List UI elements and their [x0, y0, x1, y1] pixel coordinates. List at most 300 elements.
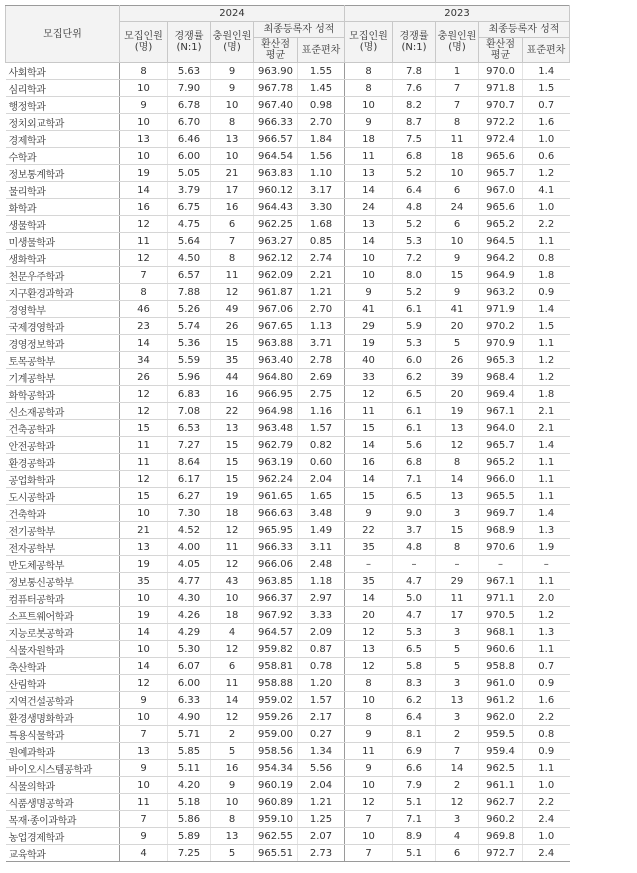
ratio-2024-cell: 6.83	[168, 386, 211, 403]
ratio-2023-cell: 5.1	[393, 845, 436, 862]
filled-2023-cell: 7	[436, 743, 479, 760]
std-dev-2023-cell: 0.6	[523, 148, 570, 165]
filled-2023-cell: 24	[436, 199, 479, 216]
unit-name-cell: 행정학과	[6, 97, 120, 114]
avg-score-2024-cell: 967.06	[254, 301, 298, 318]
ratio-header: 경쟁률 (N:1)	[168, 22, 211, 63]
filled-2023-cell: 4	[436, 828, 479, 845]
table-row	[6, 675, 570, 692]
recruit-2023-cell: 10	[345, 777, 393, 794]
recruit-2024-cell: 19	[120, 165, 168, 182]
filled-2023-cell: 12	[436, 437, 479, 454]
ratio-2024-cell: 6.07	[168, 658, 211, 675]
recruit-2023-cell: 15	[345, 488, 393, 505]
avg-score-2024-cell: 966.57	[254, 131, 298, 148]
filled-2024-cell: 8	[211, 114, 254, 131]
avg-score-2023-cell: 968.1	[479, 624, 523, 641]
recruit-2023-cell: 14	[345, 182, 393, 199]
avg-score-2023-cell: 971.8	[479, 80, 523, 97]
ratio-2024-cell: 5.11	[168, 760, 211, 777]
ratio-2023-cell: 4.8	[393, 199, 436, 216]
unit-name-cell: 안전공학과	[6, 437, 120, 454]
filled-2023-cell: 13	[436, 420, 479, 437]
recruit-2023-cell: 29	[345, 318, 393, 335]
std-dev-2023-cell: 0.8	[523, 726, 570, 743]
recruit-2024-cell: 26	[120, 369, 168, 386]
recruit-2023-cell: 40	[345, 352, 393, 369]
avg-score-2024-cell: 960.19	[254, 777, 298, 794]
avg-score-2024-cell: 963.27	[254, 233, 298, 250]
unit-name-cell: 식물자원학과	[6, 641, 120, 658]
unit-name-cell: 원예과학과	[6, 743, 120, 760]
avg-score-2023-cell: 965.6	[479, 148, 523, 165]
filled-2024-cell: 10	[211, 97, 254, 114]
ratio-2024-cell: 6.00	[168, 148, 211, 165]
filled-2024-cell: 5	[211, 845, 254, 862]
ratio-2023-cell: 5.0	[393, 590, 436, 607]
std-dev-2024-cell: 1.55	[298, 63, 345, 80]
std-dev-2024-cell: 2.48	[298, 556, 345, 573]
filled-2024-cell: 9	[211, 80, 254, 97]
ratio-2023-cell: 4.7	[393, 607, 436, 624]
ratio-2024-cell: 7.88	[168, 284, 211, 301]
filled-2024-cell: 18	[211, 505, 254, 522]
std-dev-2024-cell: 0.60	[298, 454, 345, 471]
filled-2024-cell: 12	[211, 641, 254, 658]
avg-score-2023-cell: 968.9	[479, 522, 523, 539]
avg-score-2023-cell: 959.5	[479, 726, 523, 743]
avg-score-2024-cell: 954.34	[254, 760, 298, 777]
std-dev-2024-cell: 2.78	[298, 352, 345, 369]
avg-score-2024-cell: 964.80	[254, 369, 298, 386]
filled-header: 충원인원 (명)	[211, 22, 254, 63]
unit-name-cell: 환경공학과	[6, 454, 120, 471]
std-dev-2024-cell: 3.33	[298, 607, 345, 624]
filled-2023-cell: 6	[436, 182, 479, 199]
std-dev-2024-cell: 1.16	[298, 403, 345, 420]
ratio-2024-cell: 5.05	[168, 165, 211, 182]
avg-score-2024-cell: 966.95	[254, 386, 298, 403]
recruit-2023-cell: 11	[345, 148, 393, 165]
ratio-2023-cell: 8.9	[393, 828, 436, 845]
avg-score-2024-cell: 966.37	[254, 590, 298, 607]
table-row	[6, 845, 570, 862]
ratio-2024-cell: 4.29	[168, 624, 211, 641]
table-row	[6, 131, 570, 148]
avg-score-2023-cell: 967.0	[479, 182, 523, 199]
ratio-2024-cell: 4.52	[168, 522, 211, 539]
avg-score-2024-cell: 963.85	[254, 573, 298, 590]
std-dev-2023-cell: 2.2	[523, 794, 570, 811]
avg-score-2023-cell: 972.2	[479, 114, 523, 131]
std-dev-2024-cell: 2.97	[298, 590, 345, 607]
avg-score-2024-cell: 960.89	[254, 794, 298, 811]
avg-score-2023-cell: 970.0	[479, 63, 523, 80]
ratio-2024-cell: 5.85	[168, 743, 211, 760]
recruit-2024-cell: 21	[120, 522, 168, 539]
admissions-results-table	[5, 5, 570, 862]
recruit-2024-cell: 4	[120, 845, 168, 862]
table-row	[6, 794, 570, 811]
filled-2024-cell: 12	[211, 522, 254, 539]
table-row	[6, 454, 570, 471]
unit-name-cell: 생화학과	[6, 250, 120, 267]
filled-2023-cell: 3	[436, 675, 479, 692]
recruit-2024-cell: 7	[120, 267, 168, 284]
recruit-2023-cell: 22	[345, 522, 393, 539]
recruit-2023-cell: 10	[345, 692, 393, 709]
ratio-2024-cell: 3.79	[168, 182, 211, 199]
recruit-2024-cell: 15	[120, 420, 168, 437]
recruit-2023-cell: 12	[345, 794, 393, 811]
filled-2023-cell: 6	[436, 216, 479, 233]
unit-name-cell: 농업경제학과	[6, 828, 120, 845]
recruit-2023-cell: 15	[345, 420, 393, 437]
table-row	[6, 148, 570, 165]
avg-score-2024-cell: 964.57	[254, 624, 298, 641]
table-row	[6, 284, 570, 301]
ratio-2023-cell: 4.8	[393, 539, 436, 556]
ratio-2023-cell: 7.1	[393, 811, 436, 828]
avg-score-2023-cell: 972.4	[479, 131, 523, 148]
filled-2023-cell: 1	[436, 63, 479, 80]
std-dev-2024-cell: 1.20	[298, 675, 345, 692]
ratio-2024-cell: 5.36	[168, 335, 211, 352]
filled-2023-cell: 26	[436, 352, 479, 369]
ratio-2023-cell: 6.4	[393, 709, 436, 726]
ratio-2024-cell: 4.50	[168, 250, 211, 267]
avg-score-2024-cell: 959.82	[254, 641, 298, 658]
ratio-2024-cell: 6.78	[168, 97, 211, 114]
filled-2024-cell: 35	[211, 352, 254, 369]
avg-score-2023-cell: 965.7	[479, 437, 523, 454]
avg-score-2023-cell: 965.5	[479, 488, 523, 505]
ratio-2024-cell: 6.57	[168, 267, 211, 284]
ratio-2024-cell: 7.90	[168, 80, 211, 97]
ratio-2024-cell: 5.59	[168, 352, 211, 369]
ratio-2024-cell: 5.63	[168, 63, 211, 80]
unit-name-cell: 전기공학부	[6, 522, 120, 539]
table-row	[6, 267, 570, 284]
avg-score-2024-cell: 962.79	[254, 437, 298, 454]
ratio-2024-cell: 4.30	[168, 590, 211, 607]
std-dev-2024-cell: 2.04	[298, 471, 345, 488]
recruit-2024-cell: 9	[120, 828, 168, 845]
filled-2023-cell: 11	[436, 131, 479, 148]
avg-score-2023-cell: –	[479, 556, 523, 573]
recruit-2024-cell: 14	[120, 658, 168, 675]
std-dev-2023-cell: 1.1	[523, 454, 570, 471]
ratio-2023-cell: 5.3	[393, 233, 436, 250]
unit-name-cell: 경영학부	[6, 301, 120, 318]
final-score-header: 최종등록자 성적	[254, 22, 345, 38]
filled-2023-cell: 3	[436, 505, 479, 522]
ratio-2024-cell: 6.27	[168, 488, 211, 505]
std-dev-2023-cell: 1.4	[523, 301, 570, 318]
ratio-2023-cell: 5.2	[393, 284, 436, 301]
filled-2024-cell: 9	[211, 777, 254, 794]
filled-2024-cell: 12	[211, 556, 254, 573]
recruit-2023-cell: 24	[345, 199, 393, 216]
recruit-2023-cell: 14	[345, 437, 393, 454]
std-dev-2024-cell: 1.45	[298, 80, 345, 97]
recruit-header: 모집인원 (명)	[120, 22, 168, 63]
ratio-2024-cell: 4.75	[168, 216, 211, 233]
ratio-2023-cell: 6.5	[393, 386, 436, 403]
table-row	[6, 199, 570, 216]
avg-score-header: 환산점 평균	[254, 38, 298, 63]
recruit-2024-cell: 9	[120, 692, 168, 709]
std-dev-2024-cell: 1.84	[298, 131, 345, 148]
std-dev-2024-cell: 2.70	[298, 114, 345, 131]
std-dev-2023-cell: 0.9	[523, 743, 570, 760]
ratio-2023-cell: 7.1	[393, 471, 436, 488]
table-row	[6, 777, 570, 794]
std-dev-2023-cell: 1.4	[523, 63, 570, 80]
table-row	[6, 437, 570, 454]
unit-name-cell: 화학과	[6, 199, 120, 216]
recruit-2024-cell: 9	[120, 760, 168, 777]
avg-score-2023-cell: 964.9	[479, 267, 523, 284]
avg-score-2023-cell: 966.0	[479, 471, 523, 488]
std-dev-2023-cell: 0.9	[523, 675, 570, 692]
recruit-2024-cell: 10	[120, 641, 168, 658]
std-dev-2023-cell: 1.1	[523, 488, 570, 505]
ratio-2023-cell: 4.7	[393, 573, 436, 590]
ratio-2023-cell: 6.1	[393, 420, 436, 437]
unit-name-cell: 지구환경과학과	[6, 284, 120, 301]
filled-2024-cell: 13	[211, 420, 254, 437]
filled-2023-cell: 5	[436, 641, 479, 658]
unit-name-cell: 건축공학과	[6, 420, 120, 437]
ratio-2024-cell: 6.17	[168, 471, 211, 488]
ratio-2024-cell: 6.75	[168, 199, 211, 216]
recruit-2024-cell: 10	[120, 777, 168, 794]
ratio-2023-cell: 6.5	[393, 488, 436, 505]
recruit-2023-cell: 35	[345, 573, 393, 590]
ratio-2024-cell: 5.30	[168, 641, 211, 658]
std-dev-2023-cell: 1.2	[523, 607, 570, 624]
avg-score-2024-cell: 965.51	[254, 845, 298, 862]
ratio-2024-cell: 5.86	[168, 811, 211, 828]
ratio-2023-cell: 5.3	[393, 335, 436, 352]
ratio-header: 경쟁률 (N:1)	[393, 22, 436, 63]
ratio-2023-cell: 6.5	[393, 641, 436, 658]
unit-name-cell: 신소재공학과	[6, 403, 120, 420]
recruit-2023-cell: 14	[345, 233, 393, 250]
avg-score-2023-cell: 962.5	[479, 760, 523, 777]
ratio-2023-cell: 7.2	[393, 250, 436, 267]
avg-score-2024-cell: 959.26	[254, 709, 298, 726]
filled-2024-cell: 15	[211, 335, 254, 352]
filled-2024-cell: 43	[211, 573, 254, 590]
ratio-2024-cell: 5.64	[168, 233, 211, 250]
std-dev-2024-cell: 1.21	[298, 284, 345, 301]
std-dev-2024-cell: 1.49	[298, 522, 345, 539]
avg-score-2023-cell: 970.6	[479, 539, 523, 556]
unit-name-cell: 수학과	[6, 148, 120, 165]
std-dev-2024-cell: 2.17	[298, 709, 345, 726]
unit-name-cell: 식품생명공학과	[6, 794, 120, 811]
unit-name-cell: 컴퓨터공학과	[6, 590, 120, 607]
table-row	[6, 369, 570, 386]
avg-score-2023-cell: 971.9	[479, 301, 523, 318]
std-dev-2024-cell: 1.25	[298, 811, 345, 828]
table-row	[6, 743, 570, 760]
recruit-header: 모집인원 (명)	[345, 22, 393, 63]
unit-name-cell: 도시공학과	[6, 488, 120, 505]
table-row	[6, 335, 570, 352]
avg-score-2024-cell: 962.09	[254, 267, 298, 284]
std-dev-2024-cell: 2.07	[298, 828, 345, 845]
table-row	[6, 709, 570, 726]
ratio-2024-cell: 6.46	[168, 131, 211, 148]
table-row	[6, 692, 570, 709]
std-dev-2024-cell: 1.56	[298, 148, 345, 165]
recruit-2023-cell: 14	[345, 471, 393, 488]
std-dev-2023-cell: 2.0	[523, 590, 570, 607]
std-dev-2024-cell: 2.04	[298, 777, 345, 794]
table-row	[6, 182, 570, 199]
filled-2024-cell: 2	[211, 726, 254, 743]
avg-score-2023-cell: 963.2	[479, 284, 523, 301]
recruit-2024-cell: 19	[120, 556, 168, 573]
avg-score-2023-cell: 961.2	[479, 692, 523, 709]
ratio-2024-cell: 4.26	[168, 607, 211, 624]
ratio-2023-cell: 8.1	[393, 726, 436, 743]
filled-2024-cell: 10	[211, 794, 254, 811]
filled-2024-cell: 15	[211, 437, 254, 454]
recruit-2023-cell: 9	[345, 114, 393, 131]
recruit-2024-cell: 12	[120, 386, 168, 403]
recruit-2023-cell: –	[345, 556, 393, 573]
avg-score-2024-cell: 964.43	[254, 199, 298, 216]
std-dev-2023-cell: 1.1	[523, 335, 570, 352]
std-dev-2023-cell: 2.1	[523, 420, 570, 437]
table-row	[6, 420, 570, 437]
avg-score-2023-cell: 970.5	[479, 607, 523, 624]
filled-2023-cell: 17	[436, 607, 479, 624]
avg-score-2023-cell: 971.1	[479, 590, 523, 607]
std-dev-2023-cell: 1.6	[523, 114, 570, 131]
std-dev-2024-cell: 2.75	[298, 386, 345, 403]
avg-score-2024-cell: 962.55	[254, 828, 298, 845]
filled-2024-cell: 10	[211, 148, 254, 165]
avg-score-2023-cell: 969.4	[479, 386, 523, 403]
filled-2023-cell: 2	[436, 777, 479, 794]
avg-score-2024-cell: 965.95	[254, 522, 298, 539]
avg-score-2024-cell: 959.00	[254, 726, 298, 743]
filled-2024-cell: 21	[211, 165, 254, 182]
filled-2024-cell: 13	[211, 131, 254, 148]
filled-2024-cell: 4	[211, 624, 254, 641]
recruit-2023-cell: 7	[345, 811, 393, 828]
recruit-2023-cell: 14	[345, 590, 393, 607]
avg-score-2024-cell: 958.56	[254, 743, 298, 760]
unit-name-cell: 산림학과	[6, 675, 120, 692]
recruit-2023-cell: 9	[345, 726, 393, 743]
ratio-2023-cell: 9.0	[393, 505, 436, 522]
avg-score-2024-cell: 967.40	[254, 97, 298, 114]
recruit-2023-cell: 10	[345, 97, 393, 114]
ratio-2024-cell: 6.33	[168, 692, 211, 709]
unit-name-cell: 축산학과	[6, 658, 120, 675]
table-header	[6, 6, 570, 63]
avg-score-2023-cell: 960.6	[479, 641, 523, 658]
std-dev-2024-cell: 1.34	[298, 743, 345, 760]
table-row	[6, 658, 570, 675]
recruit-2023-cell: 7	[345, 845, 393, 862]
recruit-2024-cell: 8	[120, 284, 168, 301]
unit-name-cell: 특용식물학과	[6, 726, 120, 743]
ratio-2024-cell: 7.30	[168, 505, 211, 522]
avg-score-2023-cell: 968.4	[479, 369, 523, 386]
std-dev-2023-cell: 1.6	[523, 692, 570, 709]
avg-score-2023-cell: 965.6	[479, 199, 523, 216]
std-dev-2024-cell: 0.98	[298, 97, 345, 114]
table-row	[6, 233, 570, 250]
table-row	[6, 624, 570, 641]
std-dev-2023-cell: 1.1	[523, 641, 570, 658]
filled-2023-cell: 10	[436, 233, 479, 250]
recruit-2023-cell: 20	[345, 607, 393, 624]
avg-score-2023-cell: 958.8	[479, 658, 523, 675]
unit-name-cell: 기계공학부	[6, 369, 120, 386]
recruit-2023-cell: 9	[345, 505, 393, 522]
table-row	[6, 828, 570, 845]
std-dev-header: 표준편차	[298, 38, 345, 63]
std-dev-2024-cell: 2.09	[298, 624, 345, 641]
avg-score-2023-cell: 970.9	[479, 335, 523, 352]
recruit-2023-cell: 11	[345, 403, 393, 420]
ratio-2024-cell: 8.64	[168, 454, 211, 471]
table-row	[6, 760, 570, 777]
recruit-2023-cell: 10	[345, 267, 393, 284]
avg-score-2023-cell: 964.2	[479, 250, 523, 267]
avg-score-2024-cell: 967.78	[254, 80, 298, 97]
std-dev-2024-cell: 1.57	[298, 420, 345, 437]
recruit-2024-cell: 13	[120, 131, 168, 148]
filled-2023-cell: 9	[436, 284, 479, 301]
std-dev-2023-cell: 1.3	[523, 624, 570, 641]
recruit-2023-cell: 8	[345, 80, 393, 97]
unit-name-cell: 반도체공학부	[6, 556, 120, 573]
filled-2024-cell: 16	[211, 760, 254, 777]
ratio-2024-cell: 4.00	[168, 539, 211, 556]
avg-score-2023-cell: 969.8	[479, 828, 523, 845]
std-dev-2024-cell: 2.73	[298, 845, 345, 862]
filled-2024-cell: 15	[211, 471, 254, 488]
recruit-2024-cell: 35	[120, 573, 168, 590]
ratio-2023-cell: 8.2	[393, 97, 436, 114]
std-dev-2024-cell: 0.85	[298, 233, 345, 250]
table-row	[6, 403, 570, 420]
filled-2024-cell: 17	[211, 182, 254, 199]
std-dev-2024-cell: 1.57	[298, 692, 345, 709]
unit-name-cell: 환경생명화학과	[6, 709, 120, 726]
recruit-2024-cell: 16	[120, 199, 168, 216]
unit-name-cell: 경제학과	[6, 131, 120, 148]
filled-2023-cell: 10	[436, 165, 479, 182]
table-row	[6, 352, 570, 369]
unit-name-cell: 천문우주학과	[6, 267, 120, 284]
recruit-2023-cell: 9	[345, 760, 393, 777]
table-row	[6, 573, 570, 590]
recruit-2024-cell: 34	[120, 352, 168, 369]
filled-2023-cell: 7	[436, 97, 479, 114]
unit-name-cell: 전자공학부	[6, 539, 120, 556]
ratio-2023-cell: 7.8	[393, 63, 436, 80]
